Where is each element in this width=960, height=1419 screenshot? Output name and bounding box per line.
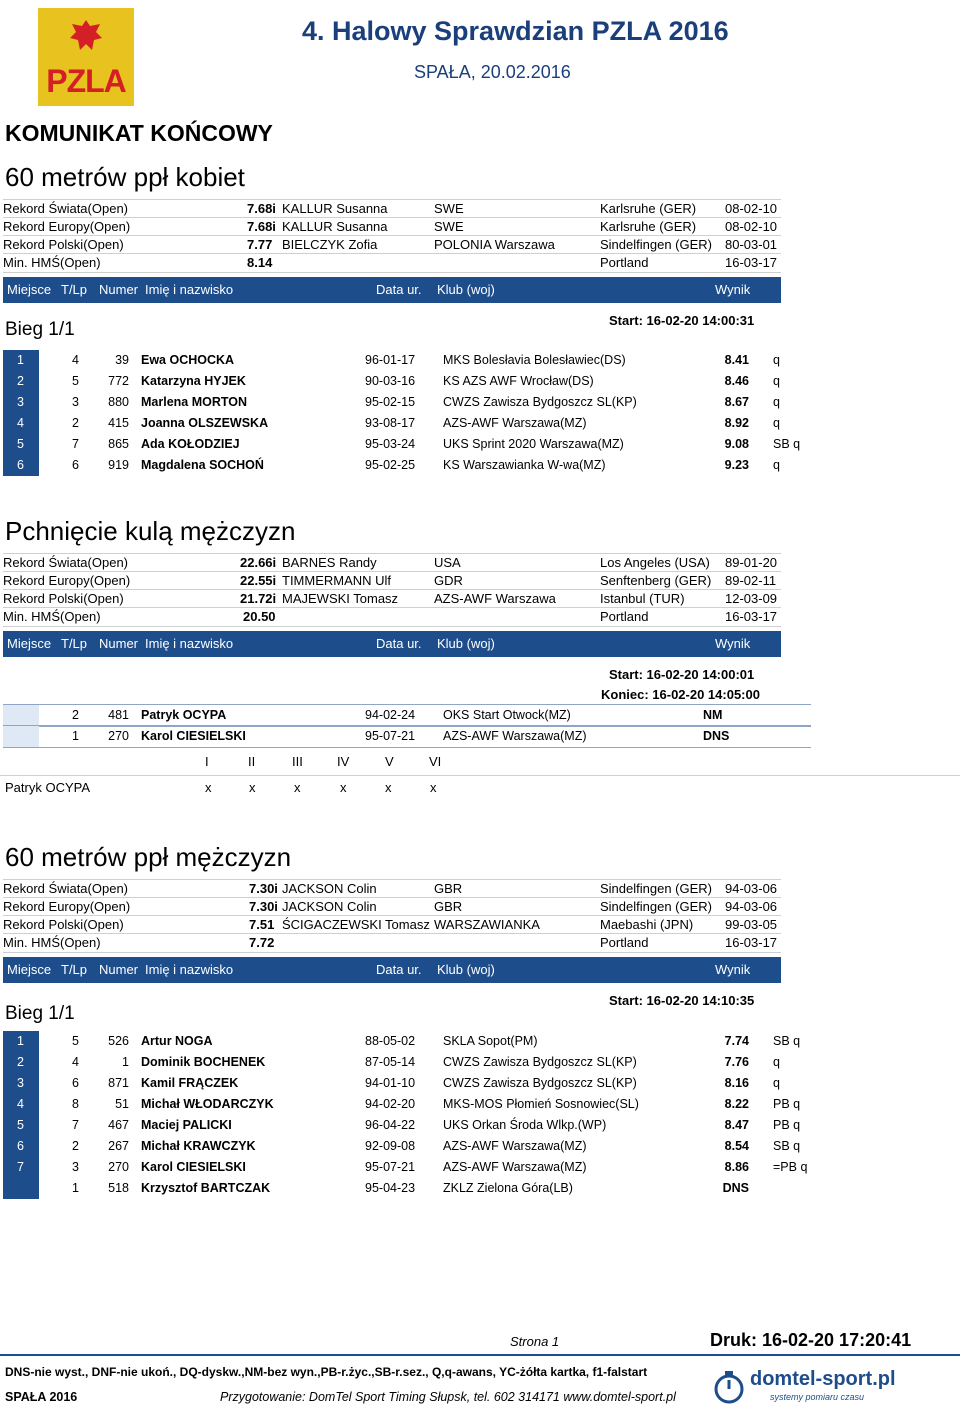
event-title: Pchnięcie kulą mężczyzn	[5, 516, 296, 546]
table-row: 6 6 919 Magdalena SOCHOŃ 95-02-25 KS Warszawianka W-wa(MZ) 9.23 q	[3, 455, 811, 476]
pzla-logo	[38, 8, 134, 106]
attempt-header: II	[248, 754, 256, 769]
start-time: Start: 16-02-20 14:00:01	[609, 667, 755, 682]
table-row: 1 270 Karol CIESIELSKI 95-07-21 AZS-AWF Warszawa(MZ) DNS	[3, 725, 811, 748]
footer-divider	[0, 1354, 960, 1356]
results-header: Miejsce T/Lp Numer Imię i nazwisko Data ur. Klub (woj) Wynik	[3, 631, 781, 657]
logo-text: PZLA	[46, 63, 126, 99]
table-row: 1 5 526 Artur NOGA 88-05-02 SKLA Sopot(PM) 7.74 SB q	[3, 1031, 811, 1052]
table-row: 6 2 267 Michał KRAWCZYK 92-09-08 AZS-AWF Warszawa(MZ) 8.54 SB q	[3, 1136, 811, 1157]
results-header: Miejsce T/Lp Numer Imię i nazwisko Data ur. Klub (woj) Wynik	[3, 957, 781, 983]
attempt-mark: x	[249, 780, 256, 795]
meet-title: 4. Halowy Sprawdzian PZLA 2016	[302, 16, 729, 46]
results-header: Miejsce T/Lp Numer Imię i nazwisko Data ur. Klub (woj) Wynik	[3, 277, 781, 303]
start-time: Start: 16-02-20 14:00:31	[609, 313, 755, 328]
page-number: Strona 1	[510, 1334, 560, 1349]
table-row: 1 4 39 Ewa OCHOCKA 96-01-17 MKS Bolesłavia Bolesławiec(DS) 8.41 q	[3, 350, 811, 371]
record-row: Rekord Polski(Open) 7.51 ŚCIGACZEWSKI Tomasz WARSZAWIANKA Maebashi (JPN) 99-03-05	[3, 915, 781, 934]
record-row: Rekord Polski(Open) 7.77 BIELCZYK Zofia POLONIA Warszawa Sindelfingen (GER) 80-03-01	[3, 235, 781, 254]
stopwatch-icon	[712, 1370, 746, 1404]
heat-label: Bieg 1/1	[5, 1003, 75, 1024]
attempt-mark: x	[385, 780, 392, 795]
table-row: 2 5 772 Katarzyna HYJEK 90-03-16 KS AZS AWF Wrocław(DS) 8.46 q	[3, 371, 811, 392]
record-row: Min. HMŚ(Open) 20.50 Portland 16-03-17	[3, 607, 781, 627]
record-row: Rekord Świata(Open) 7.30i JACKSON Colin GBR Sindelfingen (GER) 94-03-06	[3, 879, 781, 898]
record-row: Rekord Europy(Open) 7.30i JACKSON Colin GBR Sindelfingen (GER) 94-03-06	[3, 897, 781, 916]
start-time: Start: 16-02-20 14:10:35	[609, 993, 755, 1008]
table-row: 7 3 270 Karol CIESIELSKI 95-07-21 AZS-AWF Warszawa(MZ) 8.86 =PB q	[3, 1157, 811, 1178]
brand-text: domtel-sport.pl	[750, 1368, 896, 1390]
eagle-icon	[66, 16, 106, 56]
attempt-mark: x	[205, 780, 212, 795]
event-title: 60 metrów ppł mężczyzn	[5, 842, 292, 872]
attempt-header: VI	[429, 754, 442, 769]
brand-subtitle: systemy pomiaru czasu	[770, 1392, 865, 1402]
record-row: Min. HMŚ(Open) 8.14 Portland 16-03-17	[3, 253, 781, 273]
table-row: 2 4 1 Dominik BOCHENEK 87-05-14 CWZS Zawisza Bydgoszcz SL(KP) 7.76 q	[3, 1052, 811, 1073]
record-row: Rekord Świata(Open) 22.66i BARNES Randy USA Los Angeles (USA) 89-01-20	[3, 553, 781, 572]
record-row: Min. HMŚ(Open) 7.72 Portland 16-03-17	[3, 933, 781, 953]
komunikat-title: KOMUNIKAT KOŃCOWY	[5, 120, 273, 146]
table-row: 1 518 Krzysztof BARTCZAK 95-04-23 ZKLZ Zielona Góra(LB) DNS	[3, 1178, 811, 1199]
print-time: Druk: 16-02-20 17:20:41	[710, 1330, 912, 1350]
table-row: 4 8 51 Michał WŁODARCZYK 94-02-20 MKS-MOS Płomień Sosnowiec(SL) 8.22 PB q	[3, 1094, 811, 1115]
record-row: Rekord Europy(Open) 22.55i TIMMERMANN Ulf GDR Senftenberg (GER) 89-02-11	[3, 571, 781, 590]
record-row: Rekord Polski(Open) 21.72i MAJEWSKI Tomasz AZS-AWF Warszawa Istanbul (TUR) 12-03-09	[3, 589, 781, 608]
attempt-mark: x	[430, 780, 437, 795]
attempt-header: V	[385, 754, 394, 769]
prepared-by: Przygotowanie: DomTel Sport Timing Słupsk, tel. 602 314171 www.domtel-sport.pl	[220, 1390, 676, 1404]
end-time: Koniec: 16-02-20 14:05:00	[601, 687, 760, 702]
table-row: 5 7 467 Maciej PALICKI 96-04-22 UKS Orkan Środa Wlkp.(WP) 8.47 PB q	[3, 1115, 811, 1136]
event-title: 60 metrów ppł kobiet	[5, 162, 245, 192]
attempt-athlete: Patryk OCYPA	[5, 780, 91, 795]
record-row: Rekord Świata(Open) 7.68i KALLUR Susanna SWE Karlsruhe (GER) 08-02-10	[3, 199, 781, 218]
footer-meet: SPAŁA 2016	[5, 1390, 78, 1404]
record-row: Rekord Europy(Open) 7.68i KALLUR Susanna SWE Karlsruhe (GER) 08-02-10	[3, 217, 781, 236]
attempt-mark: x	[294, 780, 301, 795]
table-row: 3 6 871 Kamil FRĄCZEK 94-01-10 CWZS Zawisza Bydgoszcz SL(KP) 8.16 q	[3, 1073, 811, 1094]
divider	[0, 775, 960, 776]
table-row: 3 3 880 Marlena MORTON 95-02-15 CWZS Zawisza Bydgoszcz SL(KP) 8.67 q	[3, 392, 811, 413]
table-row: 2 481 Patryk OCYPA 94-02-24 OKS Start Otwock(MZ) NM	[3, 704, 811, 727]
table-row: 5 7 865 Ada KOŁODZIEJ 95-03-24 UKS Sprint 2020 Warszawa(MZ) 9.08 SB q	[3, 434, 811, 455]
meet-date: SPAŁA, 20.02.2016	[414, 62, 571, 82]
attempt-header: IV	[337, 754, 350, 769]
attempt-header: I	[205, 754, 209, 769]
heat-label: Bieg 1/1	[5, 319, 75, 340]
table-row: 4 2 415 Joanna OLSZEWSKA 93-08-17 AZS-AWF Warszawa(MZ) 8.92 q	[3, 413, 811, 434]
attempt-mark: x	[340, 780, 347, 795]
attempt-header: III	[292, 754, 303, 769]
domtel-logo	[712, 1366, 912, 1410]
legend: DNS-nie wyst., DNF-nie ukoń., DQ-dyskw.,NM-bez wyn.,PB-r.życ.,SB-r.sez., Q,q-awans, YC-żółta kartka, f1-falstart	[5, 1365, 648, 1379]
